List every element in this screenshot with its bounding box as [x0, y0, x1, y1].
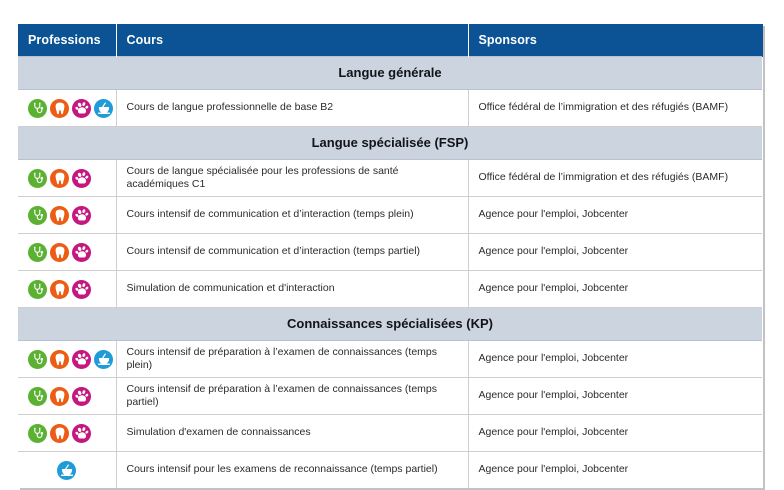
cours-text: Cours intensif de communication et d’interaction (temps partiel)	[126, 245, 421, 258]
cours-cell	[116, 271, 468, 308]
section-header-row	[18, 57, 762, 90]
table-row	[18, 197, 762, 234]
cours-text: Cours de langue spécialisée pour les professions de santé académiques C1	[126, 164, 399, 190]
stethoscope-icon	[28, 206, 47, 225]
cours-cell	[116, 415, 468, 452]
cours-cell	[116, 378, 468, 415]
profession-icon-group	[24, 280, 110, 299]
tooth-icon	[50, 99, 69, 118]
sponsors-text: Agence pour l'emploi, Jobcenter	[478, 245, 629, 258]
veterinarian-icon	[72, 243, 91, 262]
sponsors-text: Agence pour l'emploi, Jobcenter	[478, 389, 629, 402]
sponsors-text: Agence pour l'emploi, Jobcenter	[478, 208, 629, 221]
professions-cell	[18, 415, 116, 452]
tooth-icon	[50, 387, 69, 406]
cours-text: Cours intensif de préparation à l’examen de connaissances (temps plein)	[126, 345, 438, 371]
sponsors-cell	[468, 378, 762, 415]
table-row	[18, 341, 762, 378]
profession-icon-group	[24, 99, 110, 118]
tooth-icon	[50, 280, 69, 299]
profession-icon-group	[24, 424, 110, 443]
table-row	[18, 90, 762, 127]
sponsors-cell	[468, 160, 762, 197]
sponsors-cell	[468, 271, 762, 308]
table-row	[18, 452, 762, 489]
sponsors-text: Agence pour l'emploi, Jobcenter	[478, 352, 629, 365]
professions-cell	[18, 234, 116, 271]
sponsors-text: Agence pour l'emploi, Jobcenter	[478, 463, 629, 476]
stethoscope-icon	[28, 243, 47, 262]
cours-text: Cours intensif de communication et d’interaction (temps plein)	[126, 208, 414, 221]
cours-text: Cours de langue professionnelle de base B2	[126, 101, 334, 114]
table-row	[18, 160, 762, 197]
tooth-icon	[50, 206, 69, 225]
sponsors-cell	[468, 234, 762, 271]
mortar-pestle-icon	[57, 461, 76, 480]
sponsors-text: Office fédéral de l’immigration et des réfugiés (BAMF)	[478, 171, 729, 184]
profession-icon-group	[24, 206, 110, 225]
profession-icon-group	[24, 350, 110, 369]
section-title: Langue spécialisée (FSP)	[18, 127, 762, 160]
professions-courses-table	[18, 24, 763, 488]
table-row	[18, 234, 762, 271]
cours-cell	[116, 197, 468, 234]
cours-cell	[116, 452, 468, 489]
cours-cell	[116, 160, 468, 197]
table-body	[18, 57, 762, 489]
sponsors-cell	[468, 197, 762, 234]
section-header-row	[18, 127, 762, 160]
veterinarian-icon	[72, 206, 91, 225]
section-title: Connaissances spécialisées (KP)	[18, 308, 762, 341]
professions-cell	[18, 90, 116, 127]
veterinarian-icon	[72, 387, 91, 406]
profession-icon-group	[24, 243, 110, 262]
cours-text: Cours intensif pour les examens de reconnaissance (temps partiel)	[126, 463, 438, 476]
sponsors-text: Agence pour l'emploi, Jobcenter	[478, 282, 629, 295]
section-title: Langue générale	[18, 57, 762, 90]
veterinarian-icon	[72, 424, 91, 443]
professions-cell	[18, 160, 116, 197]
cours-text: Simulation de communication et d'interaction	[126, 282, 335, 295]
table-row	[18, 378, 762, 415]
table-row	[18, 271, 762, 308]
profession-icon-group	[24, 387, 110, 406]
sponsors-cell	[468, 452, 762, 489]
table-row	[18, 415, 762, 452]
cours-cell	[116, 234, 468, 271]
sponsors-cell	[468, 341, 762, 378]
stethoscope-icon	[28, 350, 47, 369]
tooth-icon	[50, 169, 69, 188]
veterinarian-icon	[72, 350, 91, 369]
tooth-icon	[50, 424, 69, 443]
cours-text: Simulation d'examen de connaissances	[126, 426, 311, 439]
cours-text: Cours intensif de préparation à l’examen de connaissances (temps partiel)	[126, 382, 438, 408]
cours-cell	[116, 341, 468, 378]
professions-cell	[18, 341, 116, 378]
stethoscope-icon	[28, 99, 47, 118]
professions-cell	[18, 271, 116, 308]
veterinarian-icon	[72, 169, 91, 188]
professions-cell	[18, 197, 116, 234]
sponsors-cell	[468, 415, 762, 452]
section-header-row	[18, 308, 762, 341]
table-header	[18, 24, 762, 57]
sponsors-cell	[468, 90, 762, 127]
stethoscope-icon	[28, 424, 47, 443]
tooth-icon	[50, 350, 69, 369]
column-header-cours: Cours	[116, 24, 468, 57]
stethoscope-icon	[28, 387, 47, 406]
professions-cell	[18, 378, 116, 415]
sponsors-text: Agence pour l'emploi, Jobcenter	[478, 426, 629, 439]
professions-cell	[18, 452, 116, 489]
table-header-row	[18, 24, 762, 57]
tooth-icon	[50, 243, 69, 262]
column-header-sponsors: Sponsors	[468, 24, 762, 57]
profession-icon-group	[24, 461, 110, 480]
profession-icon-group	[24, 169, 110, 188]
mortar-pestle-icon	[94, 99, 113, 118]
column-header-professions: Professions	[18, 24, 116, 57]
sponsors-text: Office fédéral de l’immigration et des réfugiés (BAMF)	[478, 101, 729, 114]
mortar-pestle-icon	[94, 350, 113, 369]
veterinarian-icon	[72, 280, 91, 299]
veterinarian-icon	[72, 99, 91, 118]
stethoscope-icon	[28, 280, 47, 299]
stethoscope-icon	[28, 169, 47, 188]
cours-cell	[116, 90, 468, 127]
